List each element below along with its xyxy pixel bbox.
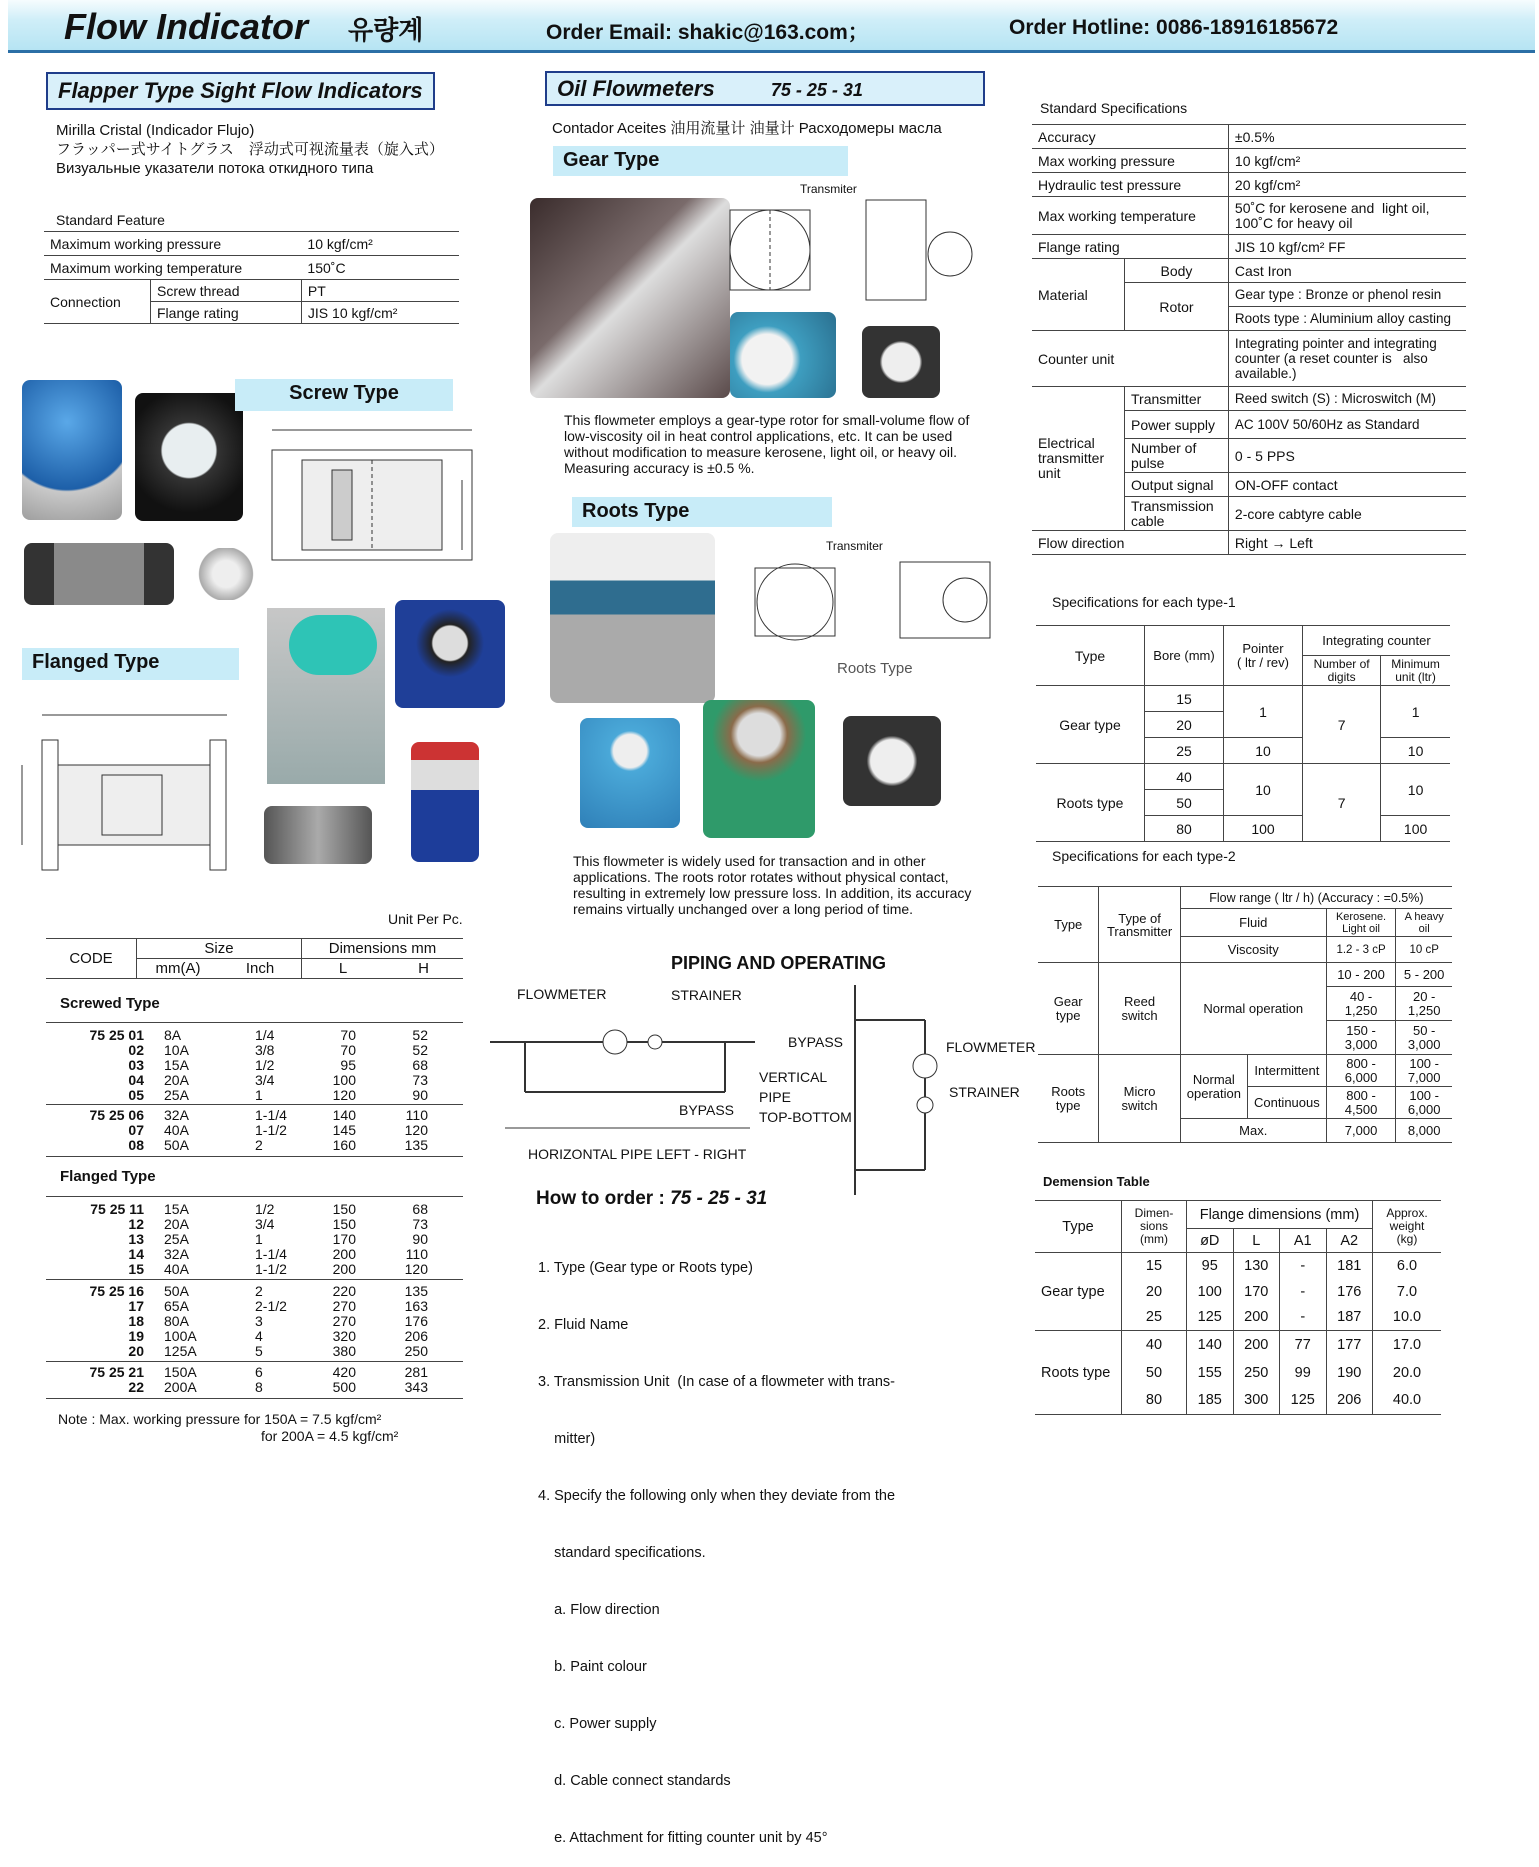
order-item: c. Power supply	[538, 1716, 657, 1732]
spec-label: Accuracy	[1032, 125, 1228, 149]
unit-per-pc: Unit Per Pc.	[388, 911, 463, 927]
spec-value: ±0.5%	[1228, 125, 1466, 149]
dim-cell: 187	[1326, 1305, 1373, 1331]
standard-feature-title: Standard Feature	[56, 212, 165, 228]
inch-cell: 1/4 3/8 1/2 3/4 1	[255, 1027, 275, 1103]
dim-cell: 80	[1122, 1387, 1187, 1415]
flapper-title: Flapper Type Sight Flow Indicators	[46, 72, 435, 110]
piping-flowmeter-label: FLOWMETER	[517, 986, 607, 1002]
t2-value: 40 - 1,250	[1326, 987, 1396, 1021]
mm-cell: 150A 200A	[164, 1364, 197, 1395]
l-header: L	[338, 960, 348, 977]
oil-title-text: Oil Flowmeters	[557, 76, 715, 101]
spec-value: Reed switch (S) : Microswitch (M)	[1228, 387, 1466, 411]
dim-cell: 100	[1187, 1279, 1234, 1305]
gear-type-label: Gear Type	[553, 146, 848, 176]
mm-header: mm(A)	[155, 960, 201, 977]
t1-min-header: Minimum unit (ltr)	[1381, 656, 1450, 686]
woltman-meter-photo	[395, 600, 505, 708]
order-item: d. Cable connect standards	[538, 1773, 731, 1789]
t2-heavy-header: A heavy oil	[1396, 909, 1452, 937]
type1-table	[1036, 625, 1450, 842]
dim-cell: -	[1280, 1253, 1327, 1279]
h-cell: 110 120 135	[404, 1107, 428, 1153]
order-list	[538, 1221, 895, 1867]
flanged-type-drawing	[12, 705, 242, 875]
t1-gear-label: Gear type	[1036, 686, 1145, 764]
oil-code-text: 75 - 25 - 31	[770, 80, 863, 100]
dim-cell: 77	[1280, 1331, 1327, 1359]
order-item: mitter)	[538, 1431, 596, 1447]
t1-min: 1	[1381, 686, 1450, 738]
type2-title: Specifications for each type-2	[1052, 848, 1236, 864]
dim-cell: 7.0	[1396, 1283, 1418, 1300]
code-cell: 75 25 01 02 03 04 05	[89, 1027, 144, 1103]
rotor-label: Rotor	[1125, 283, 1229, 331]
green-roots-meter-photo	[703, 700, 815, 838]
counter-label: Counter unit	[1032, 331, 1228, 387]
connection-label: Connection	[44, 280, 151, 324]
t2-fluid-header: Fluid	[1180, 909, 1326, 937]
spec-value: 0 - 5 PPS	[1228, 439, 1466, 473]
dim-cell: 25	[1122, 1305, 1187, 1331]
l-cell: 150 150 170 200 200	[332, 1201, 356, 1277]
pressure-note-1: Note : Max. working pressure for 150A = 7.5 kgf/cm²	[58, 1411, 382, 1427]
t1-roots-label: Roots type	[1036, 764, 1145, 842]
material-label: Material	[1032, 259, 1125, 331]
dim-cell: -	[1280, 1305, 1327, 1331]
code-cell: 75 25 16 17 18 19 20	[89, 1283, 144, 1359]
roots-flowmeter-photo	[550, 533, 715, 703]
code-cell: 75 25 21 22	[89, 1364, 144, 1395]
pressure-note-2: for 200A = 4.5 kgf/cm²	[261, 1428, 399, 1444]
dim-cell: 20	[1122, 1279, 1187, 1305]
spec-value: JIS 10 kgf/cm² FF	[1228, 235, 1466, 259]
spec-value: 10 kgf/cm²	[1228, 149, 1466, 173]
oil-subtitle: Contador Aceites 油用流量计 油量计 Расходомеры масла	[552, 120, 942, 137]
dim-cell: 206	[1326, 1387, 1373, 1415]
feature-value: 10 kgf/cm²	[301, 232, 459, 256]
black-roots-meter-photo	[843, 716, 941, 806]
vortex-head-shape	[289, 615, 377, 675]
t2-value: 7,000	[1326, 1119, 1396, 1143]
etu-label: Electrical transmitter unit	[1032, 387, 1125, 531]
t2-visc-h: 10 cP	[1396, 937, 1452, 963]
flapper-subtitles	[56, 121, 444, 178]
t2-continuous-label: Continuous	[1247, 1087, 1326, 1119]
dimensions-header: Dimensions mm	[302, 939, 464, 959]
dim-cell: 130	[1233, 1253, 1280, 1279]
code-cell: 75 25 06 07 08	[89, 1107, 144, 1153]
screwed-type-heading: Screwed Type	[60, 995, 160, 1012]
gear-flowmeter-photo	[530, 198, 730, 398]
screw-type-drawing	[262, 420, 492, 580]
standard-feature-table	[44, 231, 459, 324]
black-gear-meter-photo	[862, 326, 940, 398]
t2-normal-label: Normal operation	[1180, 963, 1326, 1055]
piping-vertical-label: VERTICAL PIPE TOP-BOTTOM	[759, 1069, 852, 1125]
dim-a1-header: A1	[1280, 1229, 1327, 1253]
t2-value: 8,000	[1407, 1123, 1441, 1138]
dim-cell: 200	[1233, 1305, 1280, 1331]
spec-label: Max working temperature	[1032, 197, 1228, 235]
spec-value: Integrating pointer and integrating counter (a reset counter is also available.)	[1228, 331, 1466, 387]
order-item: 4. Specify the following only when they deviate from the	[538, 1488, 896, 1504]
dim-cell: 40	[1122, 1331, 1187, 1359]
dim-roots-label: Roots type	[1035, 1331, 1122, 1415]
order-hotline[interactable]: Order Hotline: 0086-18916185672	[1009, 16, 1339, 39]
roots-type-caption: Roots Type	[837, 660, 913, 677]
h-cell: 52 52 68 73 90	[412, 1027, 428, 1103]
l-cell: 70 70 95 100 120	[332, 1027, 356, 1103]
flow-label: Flow direction	[1032, 531, 1228, 555]
t2-value: 150 - 3,000	[1326, 1021, 1396, 1055]
t1-bore: 50	[1145, 790, 1224, 816]
mm-cell: 15A 20A 25A 32A 40A	[164, 1201, 189, 1277]
flanged-top-rule	[46, 1196, 463, 1197]
dim-cell: 181	[1326, 1253, 1373, 1279]
feature-value: 150˚C	[301, 256, 459, 280]
spec-value: 20 kgf/cm²	[1228, 173, 1466, 197]
dim-cell: -	[1280, 1279, 1327, 1305]
l-cell: 220 270 270 320 380	[332, 1283, 356, 1359]
t2-normal2-label: Normal operation	[1180, 1055, 1247, 1119]
row-rule	[46, 1279, 463, 1280]
t2-value: 50 - 3,000	[1396, 1021, 1452, 1055]
mm-cell: 50A 65A 80A 100A 125A	[164, 1283, 197, 1359]
dimension-table	[1035, 1200, 1441, 1415]
feature-label: Maximum working temperature	[44, 256, 301, 280]
code-table-header	[46, 938, 463, 979]
order-item: 3. Transmission Unit (In case of a flowmeter with trans-	[538, 1374, 895, 1390]
dim-flange-header: Flange dimensions (mm)	[1187, 1201, 1373, 1229]
dim-cell: 190	[1326, 1359, 1373, 1387]
dim-cell: 95	[1187, 1253, 1234, 1279]
dim-dims-header: Dimen- sions (mm)	[1122, 1201, 1187, 1253]
screw-thread-value: PT	[301, 280, 459, 302]
piping-horizontal-label: HORIZONTAL PIPE LEFT - RIGHT	[528, 1146, 747, 1162]
dim-cell: 17.0	[1392, 1336, 1422, 1353]
t2-micro-label: Micro switch	[1099, 1055, 1180, 1143]
dim-cell: 300	[1233, 1387, 1280, 1415]
gear-description: This flowmeter employs a gear-type rotor for small-volume flow of low-viscosity oil in heat control applications, etc. It can be used without modification to measure kerosene, light oil, or heavy oil. Measuring accuracy is ±0.5 %.	[564, 412, 970, 476]
t2-tt-header: Type of Transmitter	[1099, 887, 1180, 963]
t2-value: 800 - 6,000	[1326, 1055, 1396, 1087]
t2-viscosity-label: Viscosity	[1180, 937, 1326, 963]
page-title-korean: 유량계	[348, 15, 424, 45]
screwed-top-rule	[46, 1022, 463, 1023]
inch-cell: 2 2-1/2 3 4 5	[255, 1283, 287, 1359]
t2-value: 10 - 200	[1326, 963, 1396, 987]
dim-od-header: øD	[1187, 1229, 1234, 1253]
t2-gear-label: Gear type	[1038, 963, 1099, 1055]
dim-cell: 155	[1187, 1359, 1234, 1387]
spec-label: Flange rating	[1032, 235, 1228, 259]
transmitter-label: Transmitter	[1125, 387, 1229, 411]
t1-bore: 20	[1145, 712, 1224, 738]
dim-cell: 15	[1122, 1253, 1187, 1279]
t2-type-header: Type	[1038, 887, 1099, 963]
t1-bore: 80	[1145, 816, 1224, 842]
inch-cell: 1/2 3/4 1 1-1/4 1-1/2	[255, 1201, 287, 1277]
t2-reed-label: Reed switch	[1099, 963, 1180, 1055]
dim-cell: 20.0	[1392, 1364, 1422, 1381]
inch-cell: 6 8	[255, 1364, 263, 1395]
t2-max-label: Max.	[1180, 1119, 1326, 1143]
dim-cell: 125	[1280, 1387, 1327, 1415]
code-header: CODE	[46, 939, 137, 979]
flanged-sight-glass-photo	[264, 806, 372, 864]
order-item: 2. Fluid Name	[538, 1317, 629, 1333]
l-cell: 420 500	[332, 1364, 356, 1395]
oil-flowmeters-title	[545, 71, 985, 106]
spec-value: AC 100V 50/60Hz as Standard	[1228, 411, 1466, 439]
row-rule	[46, 1104, 463, 1105]
screw-thread-label: Screw thread	[151, 280, 302, 302]
mm-cell: 8A 10A 15A 20A 25A	[164, 1027, 189, 1103]
flange-rating-value: JIS 10 kgf/cm²	[301, 302, 459, 324]
gear-transmitter-label: Transmiter	[800, 182, 857, 196]
t2-value: 800 - 4,500	[1326, 1087, 1396, 1119]
order-item: e. Attachment for fitting counter unit by 45°	[538, 1830, 828, 1846]
piping-flowmeter2-label: FLOWMETER	[946, 1039, 1036, 1055]
t2-intermittent-label: Intermittent	[1247, 1055, 1326, 1087]
inch-cell: 1-1/4 1-1/2 2	[255, 1107, 287, 1153]
dimension-table-title: Demension Table	[1043, 1174, 1150, 1189]
flapper-sub-ru: Визуальные указатели потока откидного типа	[56, 160, 374, 177]
turbine-flowmeter-photo	[22, 380, 122, 520]
row-rule	[46, 1361, 463, 1362]
spec-label: Max working pressure	[1032, 149, 1228, 173]
flanged-type-label: Flanged Type	[22, 648, 239, 680]
t1-bore-header: Bore (mm)	[1145, 626, 1224, 686]
spec-value: 50˚C for kerosene and light oil, 100˚C for heavy oil	[1228, 197, 1466, 235]
piping-bypass2-label: BYPASS	[788, 1034, 843, 1050]
dim-a2-header: A2	[1326, 1229, 1373, 1253]
mm-cell: 32A 40A 50A	[164, 1107, 189, 1153]
row-rule	[46, 1156, 463, 1157]
flapper-sub-jp: フラッパー式サイトグラス 浮动式可视流量表（旋入式）	[56, 141, 444, 158]
dim-cell: 125	[1187, 1305, 1234, 1331]
order-code-text: 75 - 25 - 31	[670, 1188, 768, 1209]
spec-label: Hydraulic test pressure	[1032, 173, 1228, 197]
t1-min: 100	[1403, 820, 1428, 837]
dim-cell: 40.0	[1392, 1392, 1422, 1409]
electromagnetic-flowmeter-photo	[411, 742, 479, 862]
t1-integrating-header: Integrating counter	[1303, 626, 1451, 656]
t1-min: 10	[1381, 738, 1450, 764]
spec-value: Gear type : Bronze or phenol resin	[1228, 283, 1466, 307]
dim-cell: 176	[1326, 1279, 1373, 1305]
dim-gear-label: Gear type	[1035, 1253, 1122, 1331]
standard-specs-table	[1032, 124, 1466, 555]
t1-pointer-header: Pointer ( ltr / rev)	[1224, 626, 1303, 686]
t1-digits: 7	[1303, 686, 1381, 764]
header-banner	[8, 0, 1535, 53]
order-item: b. Paint colour	[538, 1659, 647, 1675]
piping-strainer-label: STRAINER	[671, 987, 742, 1003]
t1-digits: 7	[1303, 764, 1381, 842]
water-meter-photo	[135, 393, 243, 521]
t1-pointer: 1	[1224, 686, 1303, 738]
screw-sight-glass-photo	[24, 543, 174, 605]
dim-cell: 170	[1233, 1279, 1280, 1305]
t1-pointer: 10	[1224, 764, 1303, 816]
t1-bore: 25	[1145, 738, 1224, 764]
h-header: H	[418, 960, 429, 977]
t2-value: 20 - 1,250	[1396, 987, 1452, 1021]
screw-type-label: Screw Type	[235, 379, 453, 411]
standard-specs-title: Standard Specifications	[1040, 100, 1188, 116]
row-rule	[46, 1398, 463, 1399]
h-cell: 135 163 176 206 250	[404, 1283, 428, 1359]
roots-type-label: Roots Type	[572, 497, 832, 527]
t1-min: 10	[1381, 764, 1450, 816]
dim-cell: 50	[1122, 1359, 1187, 1387]
t2-value: 100 - 7,000	[1396, 1055, 1452, 1087]
t2-visc-k: 1.2 - 3 cP	[1326, 937, 1396, 963]
t2-value: 5 - 200	[1396, 963, 1452, 987]
output-label: Output signal	[1125, 473, 1229, 497]
order-item: standard specifications.	[538, 1545, 706, 1561]
roots-description: This flowmeter is widely used for transaction and in other applications. The roots rotor rotates without physical contact, resulting in extremely low pressure loss. In addition, its accuracy remains virtually unchanged over a long period of time.	[573, 853, 972, 917]
spec-value: Roots type : Aluminium alloy casting	[1228, 307, 1466, 331]
gear-type-drawing	[718, 180, 988, 305]
dim-weight-header: Approx. weight (kg)	[1373, 1201, 1442, 1253]
spec-value: Right → Left	[1228, 531, 1466, 555]
t1-pointer: 100	[1224, 816, 1303, 842]
blue-roots-meter-photo	[580, 718, 680, 828]
power-label: Power supply	[1125, 411, 1229, 439]
cable-label: Transmission cable	[1125, 497, 1229, 531]
order-email[interactable]: Order Email: shakic@163.com；	[546, 21, 869, 44]
roots-type-drawing	[740, 540, 1010, 660]
inch-header: Inch	[219, 959, 302, 979]
sight-glass-photo	[190, 548, 262, 600]
h-cell: 68 73 90 110 120	[404, 1201, 428, 1277]
type1-title: Specifications for each type-1	[1052, 594, 1236, 610]
flange-rating-label: Flange rating	[151, 302, 302, 324]
t2-roots-label: Roots type	[1038, 1055, 1099, 1143]
dim-cell: 250	[1233, 1359, 1280, 1387]
dim-type-header: Type	[1035, 1201, 1122, 1253]
dim-cell: 6.0	[1396, 1257, 1418, 1274]
dim-cell: 200	[1233, 1331, 1280, 1359]
t2-kerosene-header: Kerosene. Light oil	[1326, 909, 1396, 937]
piping-strainer2-label: STRAINER	[949, 1084, 1020, 1100]
spec-value: ON-OFF contact	[1228, 473, 1466, 497]
piping-bypass-label: BYPASS	[679, 1102, 734, 1118]
body-label: Body	[1125, 259, 1229, 283]
order-item: 1. Type (Gear type or Roots type)	[538, 1260, 753, 1276]
h-cell: 281 343	[404, 1364, 428, 1395]
roots-transmitter-label: Transmiter	[826, 539, 883, 553]
type2-table	[1038, 886, 1452, 1143]
t2-value: 100 - 6,000	[1396, 1087, 1452, 1119]
page-title: Flow Indicator	[64, 6, 309, 47]
dim-cell: 185	[1187, 1387, 1234, 1415]
t2-range-header: Flow range ( ltr / h) (Accuracy : =0.5%)	[1180, 887, 1452, 909]
size-header: Size	[137, 939, 302, 959]
code-cell: 75 25 11 12 13 14 15	[90, 1201, 144, 1277]
spec-value: Cast Iron	[1228, 259, 1466, 283]
dim-cell: 177	[1326, 1331, 1373, 1359]
t1-pointer: 10	[1224, 738, 1303, 764]
flapper-sub-es: Mirilla Cristal (Indicador Flujo)	[56, 122, 255, 139]
order-title-text: How to order :	[536, 1188, 671, 1209]
how-to-order-title	[536, 1188, 767, 1210]
order-item: a. Flow direction	[538, 1602, 660, 1618]
dim-l-header: L	[1233, 1229, 1280, 1253]
dim-cell: 99	[1280, 1359, 1327, 1387]
dim-cell: 140	[1187, 1331, 1234, 1359]
piping-title: PIPING AND OPERATING	[671, 953, 887, 973]
t1-type-header: Type	[1036, 626, 1145, 686]
t1-digits-header: Number of digits	[1303, 656, 1381, 686]
pulse-label: Number of pulse	[1125, 439, 1229, 473]
t1-bore: 15	[1145, 686, 1224, 712]
blue-gear-meter-photo	[730, 312, 836, 398]
flanged-type-heading: Flanged Type	[60, 1168, 156, 1185]
l-cell: 140 145 160	[332, 1107, 356, 1153]
feature-label: Maximum working pressure	[44, 232, 301, 256]
t1-bore: 40	[1145, 764, 1224, 790]
spec-value: 2-core cabtyre cable	[1228, 497, 1466, 531]
dim-cell: 10.0	[1373, 1305, 1442, 1331]
